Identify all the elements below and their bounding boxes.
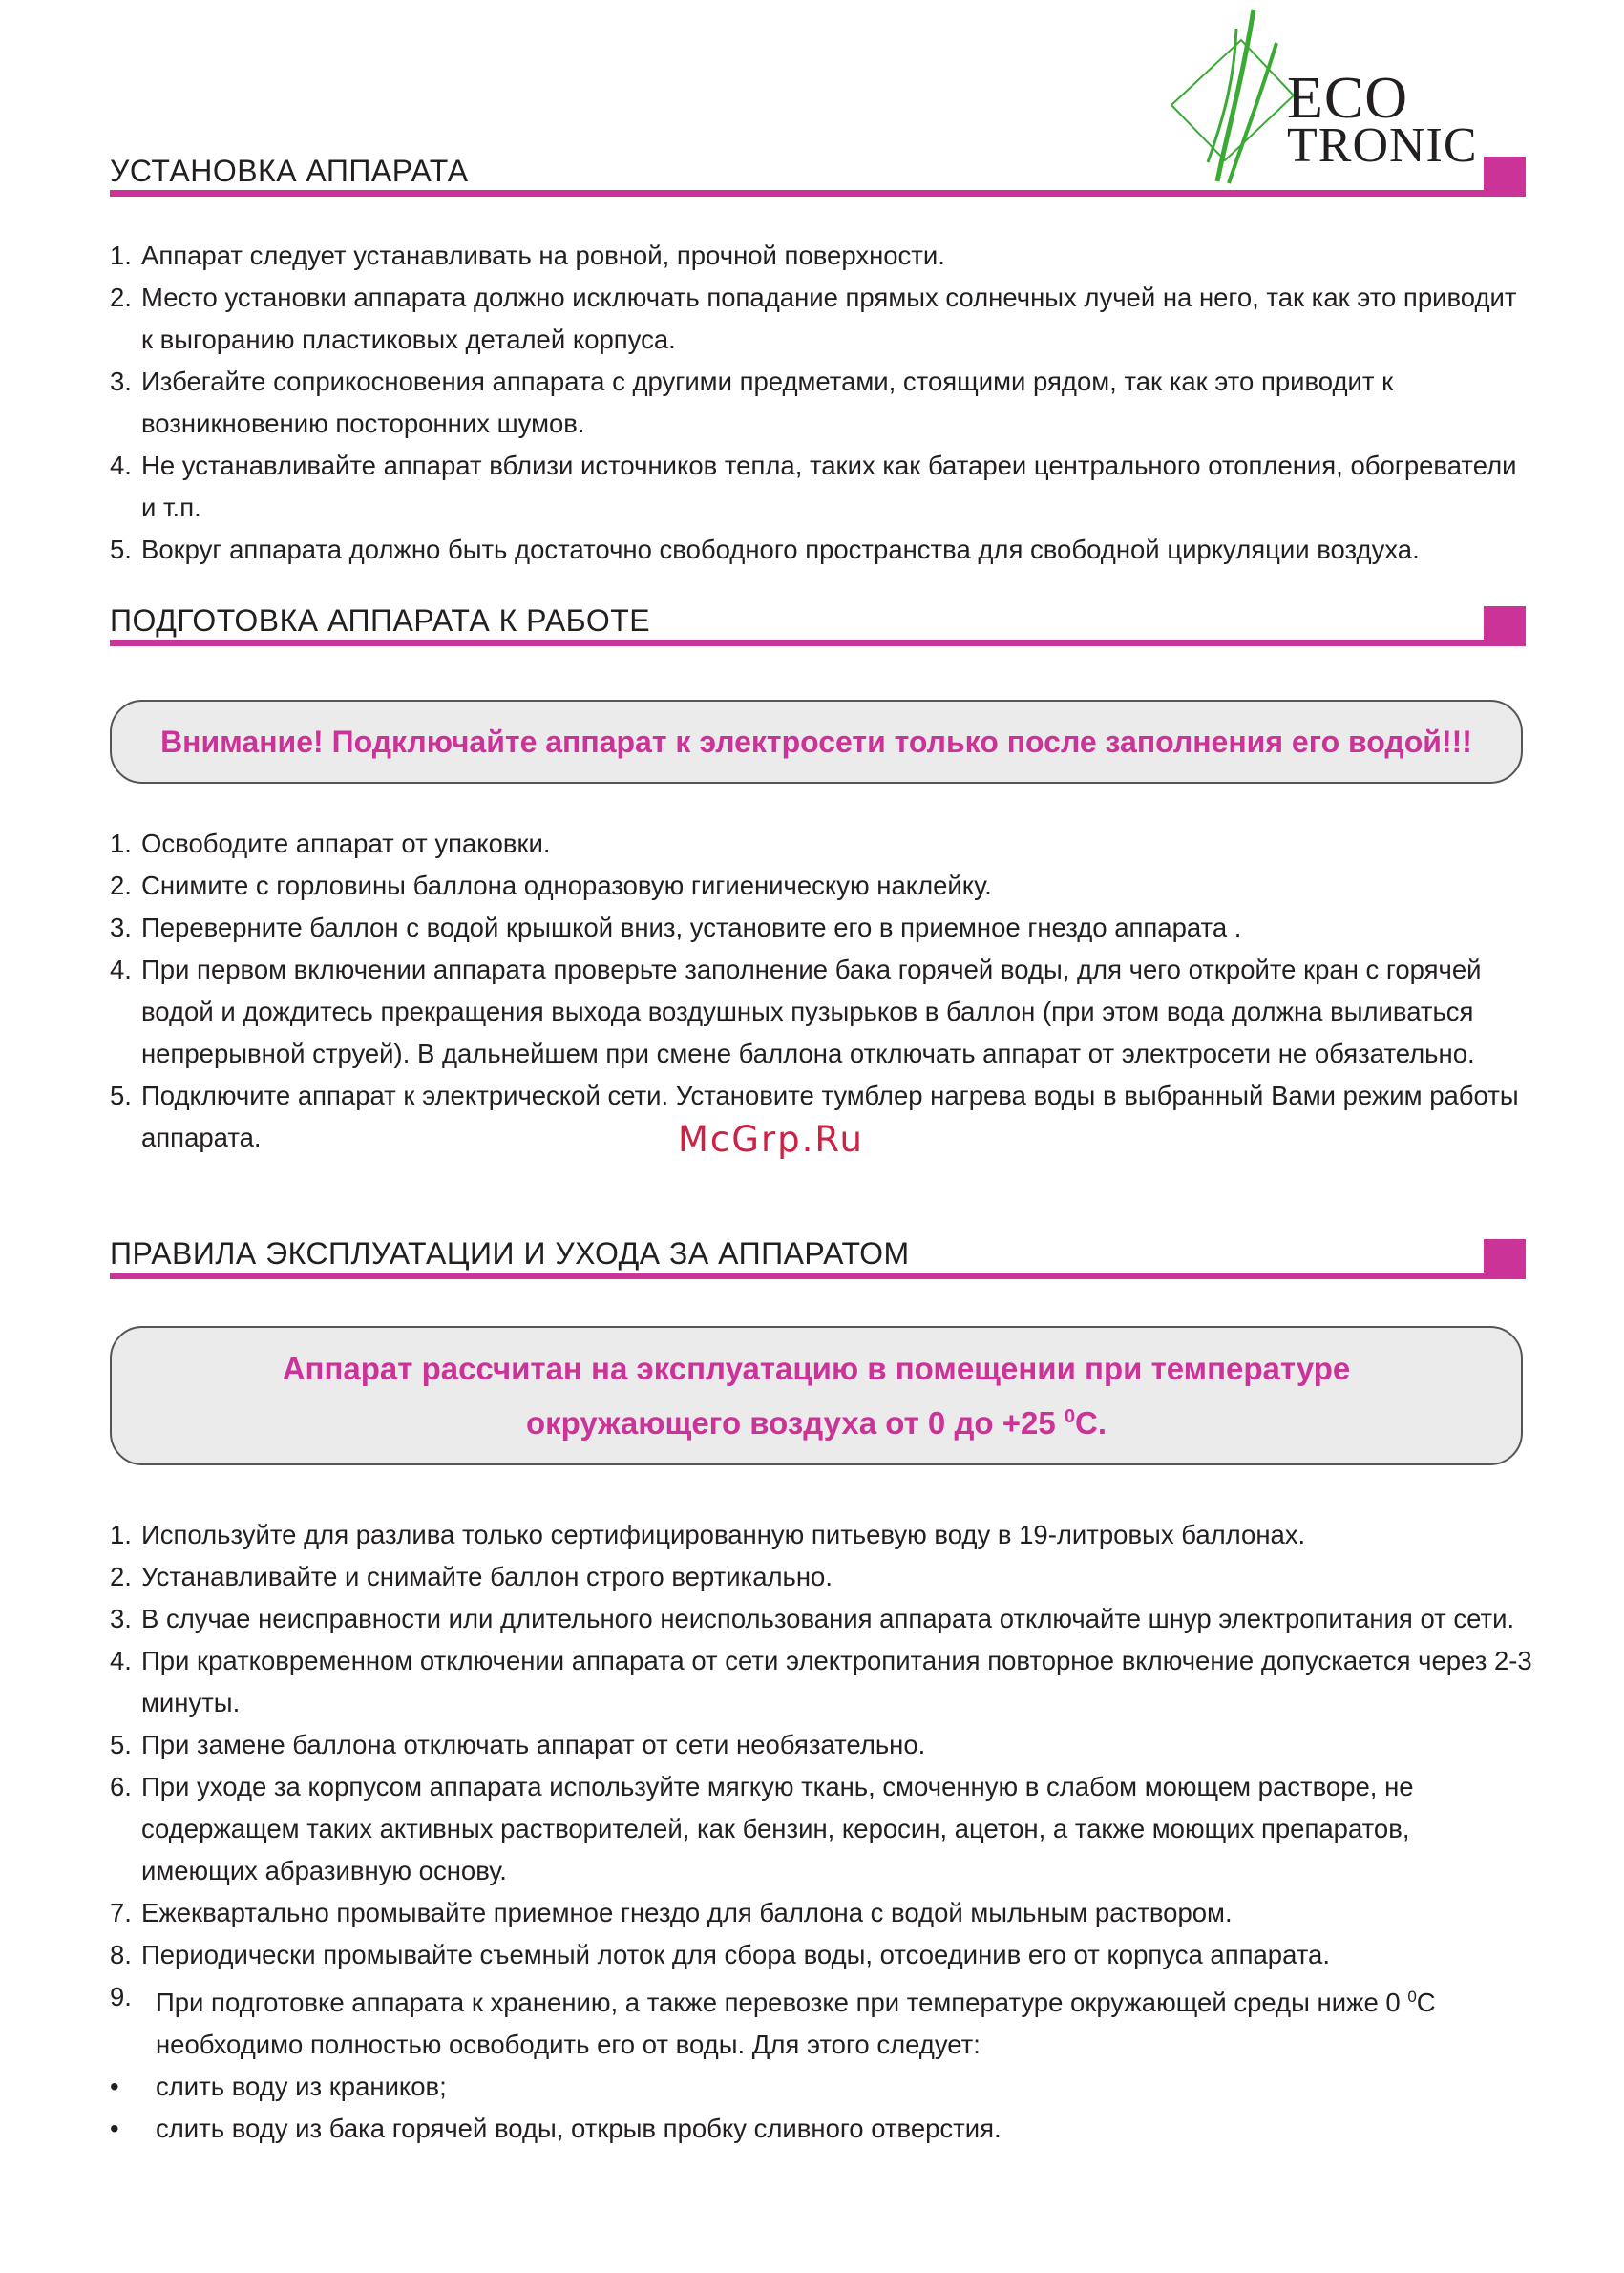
section-rule [110,1273,1526,1279]
list-item: 3. Избегайте соприкосновения аппарата с другими предметами, стоящими рядом, так как это приводит к возникновению посторонних шумов. [110,367,1394,438]
list-item: 4. Не устанавливайте аппарат вблизи источников тепла, таких как батареи центрального отопления, обогреватели и т.п. [110,451,1517,522]
section-tab [1484,157,1526,197]
bullet-item: • слить воду из бака горячей воды, открыв пробку сливного отверстия. [110,2114,1002,2144]
logo-text-eco: ECO [1287,66,1408,131]
list-item: 2. Место установки аппарата должно исключать попадание прямых солнечных лучей на него, так как это приводит к выгоранию пластиковых деталей корпуса. [110,283,1517,354]
prepare-list [110,823,1532,1159]
section-rule [110,640,1526,646]
list-item: 4. При первом включении аппарата проверьте заполнение бака горячей воды, для чего откройте кран с горячей водой и дождитесь прекращения выхода воздушных пузырьков в баллон (при этом вода должна выливаться непрерывной струей). В дальнейшем при смене баллона отключать аппарат от электросети не обязательно. [110,955,1482,1068]
section-title: УСТАНОВКА АППАРАТА [110,154,469,188]
list-item: 2. Устанавливайте и снимайте баллон строго вертикально. [110,1562,833,1591]
list-item: 5. Вокруг аппарата должно быть достаточно свободного пространства для свободной циркуляции воздуха. [110,535,1420,564]
watermark: McGrp.Ru [678,1119,864,1160]
warning-text: Внимание! Подключайте аппарат к электросети только после заполнения его водой!!! [160,725,1472,759]
rules-list [110,1514,1532,2150]
temperature-text: Аппарат рассчитан на эксплуатацию в помещении при температуре окружающего воздуха от 0 до +25 $^0$С. [282,1350,1351,1441]
list-item: 3. В случае неисправности или длительного неиспользования аппарата отключайте шнур электропитания от сети. [110,1604,1515,1633]
list-item: 2. Снимите с горловины баллона одноразовую гигиеническую наклейку. [110,871,992,900]
list-item: 8. Периодически промывайте съемный лоток для сбора воды, отсоединив его от корпуса аппарата. [110,1940,1330,1969]
list-item: 5. Подключите аппарат к электрической сети. Установите тумблер нагрева воды в выбранный Вами режим работы аппарата. [110,1081,1519,1152]
temperature-callout [110,1326,1523,1465]
bullet-item: • слить воду из краников; [110,2072,447,2102]
section-title: ПОДГОТОВКА АППАРАТА К РАБОТЕ [110,603,651,638]
list-item: 1. Используйте для разлива только сертифицированную питьевую воду в 19-литровых баллонах. [110,1520,1306,1549]
section-title: ПРАВИЛА ЭКСПЛУАТАЦИИ И УХОДА ЗА АППАРАТОМ [110,1236,910,1271]
logo-text-tronic: TRONIC [1287,118,1478,173]
section-header-install [110,151,1526,197]
list-item: 5. При замене баллона отключать аппарат от сети необязательно. [110,1730,926,1759]
list-item: 6. При уходе за корпусом аппарата используйте мягкую ткань, смоченную в слабом моющем растворе, не содержащем таких активных растворителей, как бензин, керосин, ацетон, а также моющих препаратов, имеющих абразивную основу. [110,1772,1414,1885]
section-header-rules [110,1233,1526,1279]
list-item: 1. Аппарат следует устанавливать на ровной, прочной поверхности. [110,241,945,270]
list-item: 3. Переверните баллон с водой крышкой вниз, установите его в приемное гнездо аппарата . [110,913,1242,942]
list-item: 4. При кратковременном отключении аппарата от сети электропитания повторное включение допускается через 2-3 минуты. [110,1646,1532,1717]
section-header-prepare [110,600,1526,646]
list-item: 7. Ежеквартально промывайте приемное гнездо для баллона с водой мыльным раствором. [110,1898,1233,1927]
section-rule [110,190,1526,197]
section-tab [1484,606,1526,646]
list-item: 1. Освободите аппарат от упаковки. [110,829,551,858]
section-tab [1484,1239,1526,1279]
list-item: 9. При подготовке аппарата к хранению, а также перевозке при температуре окружающей среды ниже 0 $^0$С необходимо полностью освободить его от воды. Для этого следует: [110,1982,1436,2060]
install-list [110,235,1532,571]
warning-callout [110,700,1523,784]
